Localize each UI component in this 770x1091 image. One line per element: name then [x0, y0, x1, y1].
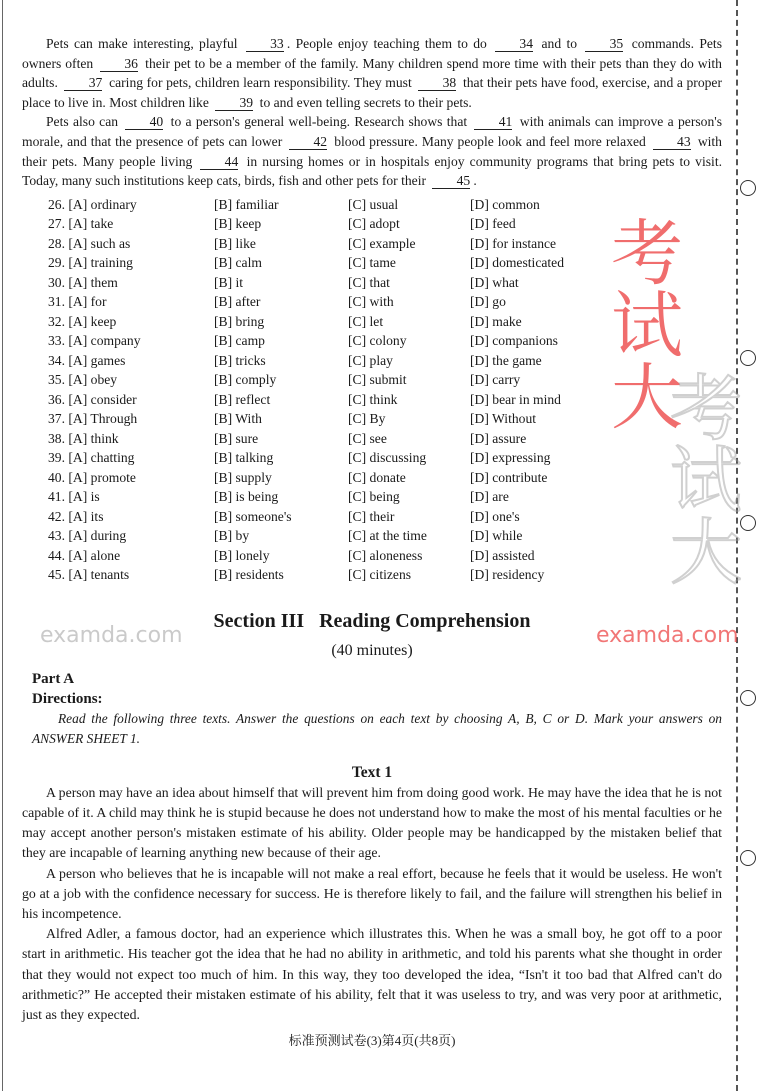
passage-text: commands. Pets owners often — [22, 36, 722, 71]
binding-hole — [740, 350, 756, 366]
option-c: [C] being — [348, 489, 400, 505]
question-row — [48, 275, 608, 295]
blank-number: 45 — [432, 174, 470, 189]
question-row — [48, 392, 608, 412]
paragraph: A person who believes that he is incapable will not make a real effort, because he feels that it would be useless. He won't go at a job with the confidence necessary for success. He is therefore likely to fail, and the failure will strengthen his belief in his incompetence. — [22, 865, 722, 921]
option-a: 35. [A] obey — [48, 372, 118, 388]
text-title: Text 1 — [351, 763, 393, 781]
option-d: [D] common — [470, 196, 540, 212]
blank-number: 36 — [100, 57, 138, 72]
part-label: Part A — [32, 670, 75, 687]
option-c: [C] play — [348, 352, 393, 368]
binding-hole — [740, 180, 756, 196]
blank-number: 44 — [200, 155, 238, 170]
option-a: 34. [A] games — [48, 352, 126, 368]
question-row — [48, 294, 608, 314]
option-a: 40. [A] promote — [48, 469, 136, 485]
option-a: 31. [A] for — [48, 294, 107, 310]
blank-number: 33 — [246, 37, 284, 52]
option-c: [C] By — [348, 411, 386, 427]
option-c: [C] donate — [348, 469, 406, 485]
option-d: [D] feed — [470, 216, 516, 232]
options-list — [48, 197, 608, 587]
question-row — [48, 431, 608, 451]
option-d: [D] are — [470, 489, 509, 505]
option-d: [D] expressing — [470, 450, 551, 466]
option-d: [D] domesticated — [470, 255, 564, 271]
directions-heading: Directions: — [32, 690, 103, 707]
cloze-passage — [22, 34, 722, 191]
question-row — [48, 528, 608, 548]
question-row — [48, 314, 608, 334]
option-a: 43. [A] during — [48, 528, 127, 544]
blank-number: 34 — [495, 37, 533, 52]
passage-text: to and even telling secrets to their pets. — [256, 94, 472, 110]
option-c: [C] think — [348, 391, 398, 407]
question-row — [48, 197, 608, 217]
option-b: [B] comply — [214, 372, 277, 388]
binding-hole — [740, 850, 756, 866]
option-d: [D] contribute — [470, 469, 548, 485]
question-row — [48, 411, 608, 431]
option-c: [C] aloneness — [348, 547, 423, 563]
option-c: [C] let — [348, 313, 384, 329]
option-a: 32. [A] keep — [48, 313, 117, 329]
passage-text: in nursing homes or in hospitals enjoy community programs that bring pets to visit. Today, many such institutions keep cats, birds, fish and other pets for their — [22, 153, 722, 189]
paragraph — [22, 34, 722, 112]
option-c: [C] with — [348, 294, 394, 310]
option-b: [B] like — [214, 235, 256, 251]
option-b: [B] calm — [214, 255, 262, 271]
text1-passage — [22, 783, 722, 1025]
option-b: [B] residents — [214, 567, 284, 583]
option-a: 42. [A] its — [48, 508, 104, 524]
question-row — [48, 548, 608, 568]
watermark-chinese: 考试大 — [599, 215, 683, 431]
question-row — [48, 255, 608, 275]
option-d: [D] the game — [470, 352, 542, 368]
paragraph: Alfred Adler, a famous doctor, had an experience which illustrates this. When he was a small boy, he got off to a poor start in arithmetic. His teacher got the idea that he had no ability in arithmetic, and told his parents what she thought in order that they would not expect too much of him. In this way, they too developed the idea, “Isn't it too bad that Alfred can't do arithmetic?” He accepted their mistaken estimate of his ability, felt that it was useless to try, and was very poor at arithmetic, just as they expected. — [22, 926, 722, 1022]
option-a: 28. [A] such as — [48, 235, 131, 251]
blank-number: 43 — [653, 135, 691, 150]
option-a: 29. [A] training — [48, 255, 133, 271]
option-d: [D] what — [470, 274, 519, 290]
passage-text: Pets also can — [46, 114, 123, 130]
option-b: [B] reflect — [214, 391, 271, 407]
option-b: [B] familiar — [214, 196, 279, 212]
binding-hole — [740, 690, 756, 706]
option-c: [C] that — [348, 274, 390, 290]
option-b: [B] is being — [214, 489, 279, 505]
paragraph: A person may have an idea about himself that will prevent him from doing good work. He may have the idea that he is not capable of it. A child may think he is stupid because he does not understand how to make the most of his mental faculties or he may accept another person's mistaken estimate of his ability. Older people may be handicapped by the mistaken belief that they are incapable of learning anything new because of their age. — [22, 784, 722, 861]
blank-number: 40 — [125, 115, 163, 130]
passage-text: . People enjoy teaching them to do — [286, 36, 493, 51]
option-c: [C] discussing — [348, 450, 427, 466]
option-b: [B] keep — [214, 216, 262, 232]
question-row — [48, 470, 608, 490]
blank-number: 38 — [418, 76, 456, 91]
option-b: [B] tricks — [214, 352, 266, 368]
passage-text: with animals can improve a person's morale, and that the presence of pets can lower — [22, 114, 722, 149]
option-b: [B] it — [214, 274, 244, 290]
option-d: [D] companions — [470, 333, 558, 349]
question-row — [48, 353, 608, 373]
option-c: [C] usual — [348, 196, 399, 212]
directions-text: Read the following three texts. Answer the questions on each text by choosing A, B, C or D. Mark your answers on ANSWER SHEET 1. — [32, 710, 722, 746]
option-d: [D] carry — [470, 372, 521, 388]
blank-number: 41 — [474, 115, 512, 130]
paragraph — [22, 112, 722, 190]
option-a: 27. [A] take — [48, 216, 114, 232]
option-d: [D] go — [470, 294, 506, 310]
passage-text: with their pets. Many people living — [22, 133, 722, 169]
blank-number: 42 — [289, 135, 327, 150]
option-d: [D] residency — [470, 567, 545, 583]
option-b: [B] talking — [214, 450, 274, 466]
option-b: [B] sure — [214, 430, 259, 446]
question-row — [48, 216, 608, 236]
option-a: 44. [A] alone — [48, 547, 121, 563]
blank-number: 35 — [585, 37, 623, 52]
passage-text: Pets can make interesting, playful — [46, 36, 243, 51]
option-a: 26. [A] ordinary — [48, 196, 137, 212]
passage-text: . — [473, 173, 477, 189]
question-row — [48, 236, 608, 256]
option-d: [D] while — [470, 528, 523, 544]
passage-text: and to — [536, 36, 583, 51]
option-b: [B] bring — [214, 313, 265, 329]
blank-number: 39 — [215, 96, 253, 111]
section-time: (40 minutes) — [331, 641, 413, 659]
option-b: [B] camp — [214, 333, 265, 349]
option-b: [B] supply — [214, 469, 272, 485]
passage-text: their pet to be a member of the family. Many children spend more time with their pets than they do with adults. — [22, 55, 722, 91]
option-a: 33. [A] company — [48, 333, 141, 349]
option-a: 39. [A] chatting — [48, 450, 135, 466]
option-d: [D] one's — [470, 508, 520, 524]
option-c: [C] colony — [348, 333, 407, 349]
scan-edge — [2, 0, 3, 1091]
binding-margin — [736, 0, 768, 1091]
option-a: 41. [A] is — [48, 489, 100, 505]
binding-hole — [740, 515, 756, 531]
option-d: [D] Without — [470, 411, 537, 427]
option-d: [D] bear in mind — [470, 391, 561, 407]
option-a: 37. [A] Through — [48, 411, 138, 427]
option-b: [B] by — [214, 528, 250, 544]
option-a: 30. [A] them — [48, 274, 118, 290]
option-d: [D] assure — [470, 430, 527, 446]
question-row — [48, 372, 608, 392]
watermark-url: examda.com — [596, 623, 739, 648]
page-footer: 标准预测试卷(3)第4页(共8页) — [288, 1033, 456, 1049]
option-b: [B] someone's — [214, 508, 292, 524]
option-c: [C] citizens — [348, 567, 412, 583]
option-c: [C] example — [348, 235, 416, 251]
option-b: [B] With — [214, 411, 262, 427]
option-c: [C] at the time — [348, 528, 427, 544]
question-row — [48, 333, 608, 353]
option-a: 45. [A] tenants — [48, 567, 130, 583]
option-c: [C] submit — [348, 372, 407, 388]
option-b: [B] lonely — [214, 547, 270, 563]
question-row — [48, 509, 608, 529]
passage-text: that their pets have food, exercise, and a proper place to live in. Most children like — [22, 75, 722, 110]
option-b: [B] after — [214, 294, 261, 310]
passage-text: to a person's general well-being. Research shows that — [166, 114, 472, 130]
watermark-url-outline: examda.com — [40, 623, 183, 648]
option-c: [C] see — [348, 430, 387, 446]
option-d: [D] make — [470, 313, 522, 329]
question-row — [48, 489, 608, 509]
option-d: [D] for instance — [470, 235, 557, 251]
option-c: [C] their — [348, 508, 395, 524]
question-row — [48, 450, 608, 470]
blank-number: 37 — [64, 76, 102, 91]
passage-text: blood pressure. Many people look and feel more relaxed — [330, 133, 650, 149]
section-title: Section III Reading Comprehension — [213, 609, 531, 632]
option-c: [C] tame — [348, 255, 396, 271]
option-a: 36. [A] consider — [48, 391, 137, 407]
option-a: 38. [A] think — [48, 430, 119, 446]
watermark-chinese-outline: 考试大 — [658, 370, 742, 586]
question-row — [48, 567, 608, 587]
option-d: [D] assisted — [470, 547, 535, 563]
option-c: [C] adopt — [348, 216, 400, 232]
passage-text: caring for pets, children learn responsibility. They must — [105, 75, 416, 91]
page-content — [22, 34, 722, 1049]
